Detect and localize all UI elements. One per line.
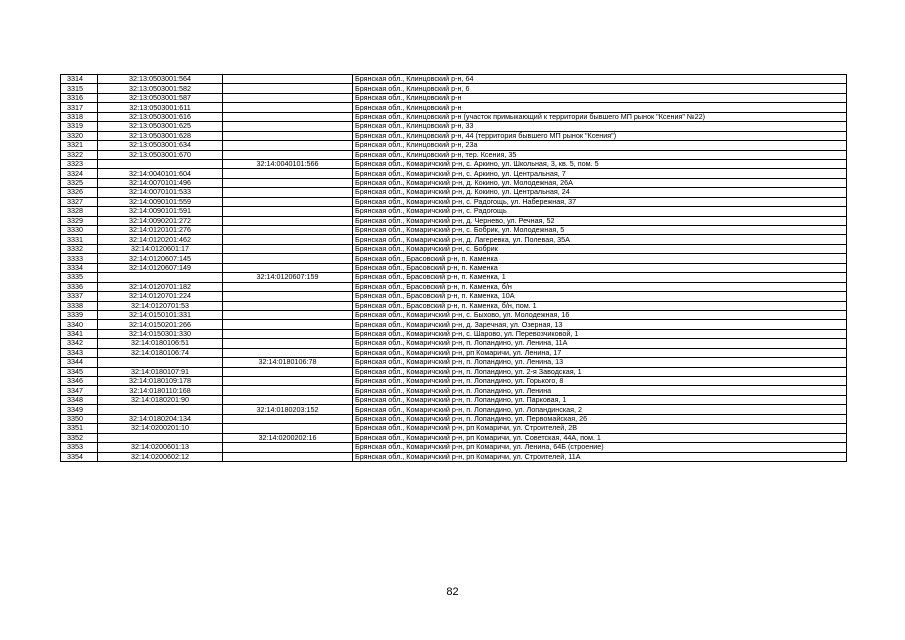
building-cadastral-number-cell	[223, 235, 353, 244]
cadastral-number-cell: 32:14:0180201:90	[98, 395, 223, 404]
cadastral-number-cell: 32:14:0180204:134	[98, 414, 223, 423]
address-cell: Брянская обл., Комаричский р-н, п. Лопандино, ул. Ленина, 11А	[353, 339, 847, 348]
row-number-cell: 3316	[61, 93, 98, 102]
address-cell: Брянская обл., Комаричский р-н, рп Комаричи, ул. Ленина, 17	[353, 348, 847, 357]
building-cadastral-number-cell	[223, 178, 353, 187]
address-cell: Брянская обл., Комаричский р-н, рп Комаричи, ул. Строителей, 2В	[353, 424, 847, 433]
cadastral-number-cell: 32:14:0120607:149	[98, 263, 223, 272]
row-number-cell: 3324	[61, 169, 98, 178]
table-row	[61, 405, 847, 414]
row-number-cell: 3350	[61, 414, 98, 423]
building-cadastral-number-cell	[223, 452, 353, 461]
address-cell: Брянская обл., Комаричский р-н, п. Лопандино, ул. Парковая, 1	[353, 395, 847, 404]
building-cadastral-number-cell	[223, 424, 353, 433]
building-cadastral-number-cell	[223, 282, 353, 291]
row-number-cell: 3336	[61, 282, 98, 291]
row-number-cell: 3341	[61, 329, 98, 338]
table-row	[61, 131, 847, 140]
table-row	[61, 226, 847, 235]
address-cell: Брянская обл., Комаричский р-н, п. Лопандино, ул. Ленина, 13	[353, 358, 847, 367]
table-row	[61, 310, 847, 319]
row-number-cell: 3331	[61, 235, 98, 244]
row-number-cell: 3353	[61, 443, 98, 452]
building-cadastral-number-cell	[223, 197, 353, 206]
table-row	[61, 112, 847, 121]
row-number-cell: 3343	[61, 348, 98, 357]
building-cadastral-number-cell	[223, 226, 353, 235]
table-row	[61, 93, 847, 102]
table-row	[61, 367, 847, 376]
row-number-cell: 3320	[61, 131, 98, 140]
table-row	[61, 301, 847, 310]
row-number-cell: 3314	[61, 75, 98, 84]
building-cadastral-number-cell	[223, 395, 353, 404]
table-row	[61, 178, 847, 187]
cadastral-number-cell: 32:14:0180106:51	[98, 339, 223, 348]
building-cadastral-number-cell	[223, 84, 353, 93]
building-cadastral-number-cell	[223, 112, 353, 121]
row-number-cell: 3352	[61, 433, 98, 442]
cadastral-number-cell	[98, 358, 223, 367]
address-cell: Брянская обл., Комаричский р-н, д. Лагеревка, ул. Полевая, 35А	[353, 235, 847, 244]
row-number-cell: 3322	[61, 150, 98, 159]
cadastral-number-cell: 32:13:0503001:616	[98, 112, 223, 121]
cadastral-number-cell: 32:13:0503001:587	[98, 93, 223, 102]
address-cell: Брянская обл., Брасовский р-н, п. Каменка, б/н	[353, 282, 847, 291]
row-number-cell: 3334	[61, 263, 98, 272]
row-number-cell: 3327	[61, 197, 98, 206]
address-cell: Брянская обл., Комаричский р-н, д. Черневo, ул. Речная, 52	[353, 216, 847, 225]
row-number-cell: 3342	[61, 339, 98, 348]
building-cadastral-number-cell	[223, 377, 353, 386]
address-cell: Брянская обл., Клинцовский р-н, 6	[353, 84, 847, 93]
cadastral-number-cell: 32:14:0120607:145	[98, 254, 223, 263]
building-cadastral-number-cell	[223, 169, 353, 178]
registry-table	[60, 74, 847, 462]
address-cell: Брянская обл., Комаричский р-н, с. Аркино, ул. Центральная, 7	[353, 169, 847, 178]
address-cell: Брянская обл., Клинцовский р-н	[353, 93, 847, 102]
building-cadastral-number-cell: 32:14:0180106:78	[223, 358, 353, 367]
row-number-cell: 3318	[61, 112, 98, 121]
row-number-cell: 3329	[61, 216, 98, 225]
cadastral-number-cell: 32:14:0040101:604	[98, 169, 223, 178]
building-cadastral-number-cell	[223, 122, 353, 131]
row-number-cell: 3323	[61, 159, 98, 168]
address-cell: Брянская обл., Комаричский р-н, с. Быхово, ул. Молодежная, 16	[353, 310, 847, 319]
address-cell: Брянская обл., Комаричский р-н, д. Заречная, ул. Озерная, 13	[353, 320, 847, 329]
table-row	[61, 150, 847, 159]
address-cell: Брянская обл., Комаричский р-н, д. Кокино, ул. Центральная, 24	[353, 188, 847, 197]
address-cell: Брянская обл., Комаричский р-н, с. Бобрик, ул. Молодежная, 5	[353, 226, 847, 235]
table-row	[61, 244, 847, 253]
table-row	[61, 273, 847, 282]
cadastral-number-cell	[98, 405, 223, 414]
table-row	[61, 292, 847, 301]
building-cadastral-number-cell	[223, 301, 353, 310]
address-cell: Брянская обл., Комаричский р-н, с. Бобрик	[353, 244, 847, 253]
table-row	[61, 207, 847, 216]
address-cell: Брянская обл., Брасовский р-н, п. Каменка	[353, 254, 847, 263]
row-number-cell: 3317	[61, 103, 98, 112]
building-cadastral-number-cell	[223, 367, 353, 376]
table-row	[61, 141, 847, 150]
table-row	[61, 282, 847, 291]
building-cadastral-number-cell	[223, 75, 353, 84]
cadastral-number-cell: 32:14:0180110:168	[98, 386, 223, 395]
address-cell: Брянская обл., Комаричский р-н, п. Лопандино, ул. Лопандинская, 2	[353, 405, 847, 414]
building-cadastral-number-cell	[223, 141, 353, 150]
building-cadastral-number-cell	[223, 348, 353, 357]
table-row	[61, 424, 847, 433]
building-cadastral-number-cell: 32:14:0120607:159	[223, 273, 353, 282]
building-cadastral-number-cell	[223, 443, 353, 452]
cadastral-number-cell: 32:14:0200601:13	[98, 443, 223, 452]
cadastral-number-cell: 32:14:0120101:276	[98, 226, 223, 235]
table-row	[61, 339, 847, 348]
row-number-cell: 3348	[61, 395, 98, 404]
row-number-cell: 3351	[61, 424, 98, 433]
building-cadastral-number-cell	[223, 339, 353, 348]
building-cadastral-number-cell: 32:14:0200202:16	[223, 433, 353, 442]
building-cadastral-number-cell: 32:14:0040101:566	[223, 159, 353, 168]
building-cadastral-number-cell	[223, 150, 353, 159]
address-cell: Брянская обл., Комаричский р-н, п. Лопандино, ул. Первомайская, 26	[353, 414, 847, 423]
address-cell: Брянская обл., Клинцовский р-н, тер. Ксения, 35	[353, 150, 847, 159]
cadastral-number-cell: 32:14:0120201:462	[98, 235, 223, 244]
table-row	[61, 159, 847, 168]
row-number-cell: 3346	[61, 377, 98, 386]
address-cell: Брянская обл., Клинцовский р-н (участок примыкающий к территории бывшего МП рынок "Ксения" №22)	[353, 112, 847, 121]
address-cell: Брянская обл., Комаричский р-н, рп Комаричи, ул. Ленина, 64Б (строение)	[353, 443, 847, 452]
building-cadastral-number-cell	[223, 292, 353, 301]
address-cell: Брянская обл., Комаричский р-н, с. Аркино, ул. Школьная, 3, кв. 5, пом. 5	[353, 159, 847, 168]
building-cadastral-number-cell	[223, 263, 353, 272]
row-number-cell: 3319	[61, 122, 98, 131]
table-row	[61, 235, 847, 244]
cadastral-number-cell: 32:13:0503001:564	[98, 75, 223, 84]
address-cell: Брянская обл., Комаричский р-н, п. Лопандино, ул. Горького, 8	[353, 377, 847, 386]
cadastral-number-cell: 32:14:0150201:266	[98, 320, 223, 329]
building-cadastral-number-cell	[223, 320, 353, 329]
table-row	[61, 197, 847, 206]
address-cell: Брянская обл., Комаричский р-н, рп Комаричи, ул. Строителей, 11А	[353, 452, 847, 461]
table-row	[61, 452, 847, 461]
building-cadastral-number-cell	[223, 386, 353, 395]
cadastral-number-cell: 32:14:0070101:496	[98, 178, 223, 187]
cadastral-number-cell: 32:14:0120701:182	[98, 282, 223, 291]
table-row	[61, 216, 847, 225]
address-cell: Брянская обл., Брасовский р-н, п. Каменка	[353, 263, 847, 272]
cadastral-number-cell	[98, 433, 223, 442]
building-cadastral-number-cell: 32:14:0180203:152	[223, 405, 353, 414]
address-cell: Брянская обл., Комаричский р-н, д. Кокино, ул. Молодежная, 26А	[353, 178, 847, 187]
cadastral-number-cell: 32:14:0090101:559	[98, 197, 223, 206]
cadastral-number-cell: 32:14:0150101:331	[98, 310, 223, 319]
table-row	[61, 348, 847, 357]
row-number-cell: 3338	[61, 301, 98, 310]
building-cadastral-number-cell	[223, 254, 353, 263]
cadastral-number-cell: 32:14:0200201:10	[98, 424, 223, 433]
table-row	[61, 329, 847, 338]
cadastral-number-cell: 32:14:0180106:74	[98, 348, 223, 357]
table-row	[61, 433, 847, 442]
row-number-cell: 3333	[61, 254, 98, 263]
address-cell: Брянская обл., Клинцовский р-н, 64	[353, 75, 847, 84]
address-cell: Брянская обл., Комаричский р-н, с. Шарово, ул. Перевозчиковой, 1	[353, 329, 847, 338]
row-number-cell: 3315	[61, 84, 98, 93]
cadastral-number-cell: 32:14:0150301:330	[98, 329, 223, 338]
building-cadastral-number-cell	[223, 244, 353, 253]
address-cell: Брянская обл., Комаричский р-н, с. Радогощь	[353, 207, 847, 216]
row-number-cell: 3347	[61, 386, 98, 395]
row-number-cell: 3344	[61, 358, 98, 367]
page-number: 82	[446, 586, 459, 598]
cadastral-number-cell: 32:14:0120601:17	[98, 244, 223, 253]
row-number-cell: 3337	[61, 292, 98, 301]
cadastral-number-cell: 32:13:0503001:625	[98, 122, 223, 131]
cadastral-number-cell: 32:14:0180109:178	[98, 377, 223, 386]
building-cadastral-number-cell	[223, 188, 353, 197]
table-row	[61, 254, 847, 263]
building-cadastral-number-cell	[223, 131, 353, 140]
row-number-cell: 3321	[61, 141, 98, 150]
address-cell: Брянская обл., Клинцовский р-н, 44 (территория бывшего МП рынок "Ксения")	[353, 131, 847, 140]
row-number-cell: 3345	[61, 367, 98, 376]
cadastral-number-cell: 32:14:0120701:53	[98, 301, 223, 310]
cadastral-number-cell: 32:14:0180107:91	[98, 367, 223, 376]
row-number-cell: 3335	[61, 273, 98, 282]
cadastral-number-cell: 32:14:0200602:12	[98, 452, 223, 461]
table-row	[61, 84, 847, 93]
cadastral-number-cell: 32:14:0070101:533	[98, 188, 223, 197]
address-cell: Брянская обл., Клинцовский р-н	[353, 103, 847, 112]
cadastral-number-cell: 32:13:0503001:582	[98, 84, 223, 93]
address-cell: Брянская обл., Брасовский р-н, п. Каменка, 10А	[353, 292, 847, 301]
table-row	[61, 188, 847, 197]
table-row	[61, 75, 847, 84]
address-cell: Брянская обл., Брасовский р-н, п. Каменка, б/н, пом. 1	[353, 301, 847, 310]
address-cell: Брянская обл., Комаричский р-н, п. Лопандино, ул. Ленина	[353, 386, 847, 395]
row-number-cell: 3330	[61, 226, 98, 235]
address-cell: Брянская обл., Комаричский р-н, рп Комаричи, ул. Советская, 44А, пом. 1	[353, 433, 847, 442]
cadastral-number-cell: 32:13:0503001:634	[98, 141, 223, 150]
row-number-cell: 3339	[61, 310, 98, 319]
address-cell: Брянская обл., Комаричский р-н, п. Лопандино, ул. 2-я Заводская, 1	[353, 367, 847, 376]
building-cadastral-number-cell	[223, 93, 353, 102]
cadastral-number-cell: 32:14:0090101:591	[98, 207, 223, 216]
building-cadastral-number-cell	[223, 414, 353, 423]
table-row	[61, 414, 847, 423]
table-row	[61, 263, 847, 272]
address-cell: Брянская обл., Брасовский р-н, п. Каменка, 1	[353, 273, 847, 282]
row-number-cell: 3328	[61, 207, 98, 216]
cadastral-number-cell: 32:13:0503001:628	[98, 131, 223, 140]
building-cadastral-number-cell	[223, 216, 353, 225]
address-cell: Брянская обл., Клинцовский р-н, 33	[353, 122, 847, 131]
building-cadastral-number-cell	[223, 329, 353, 338]
table-row	[61, 320, 847, 329]
table-row	[61, 122, 847, 131]
cadastral-number-cell: 32:14:0120701:224	[98, 292, 223, 301]
row-number-cell: 3349	[61, 405, 98, 414]
cadastral-number-cell: 32:13:0503001:611	[98, 103, 223, 112]
table-row	[61, 386, 847, 395]
cadastral-number-cell: 32:14:0090201:272	[98, 216, 223, 225]
building-cadastral-number-cell	[223, 103, 353, 112]
address-cell: Брянская обл., Комаричский р-н, с. Радогощь, ул. Набережная, 37	[353, 197, 847, 206]
row-number-cell: 3332	[61, 244, 98, 253]
table-row	[61, 169, 847, 178]
cadastral-number-cell: 32:13:0503001:670	[98, 150, 223, 159]
cadastral-number-cell	[98, 273, 223, 282]
table-row	[61, 358, 847, 367]
table-row	[61, 443, 847, 452]
table-row	[61, 395, 847, 404]
row-number-cell: 3326	[61, 188, 98, 197]
table-row	[61, 377, 847, 386]
address-cell: Брянская обл., Клинцовский р-н, 23а	[353, 141, 847, 150]
row-number-cell: 3354	[61, 452, 98, 461]
building-cadastral-number-cell	[223, 310, 353, 319]
table-row	[61, 103, 847, 112]
cadastral-number-cell	[98, 159, 223, 168]
registry-table-body	[61, 75, 847, 462]
row-number-cell: 3325	[61, 178, 98, 187]
building-cadastral-number-cell	[223, 207, 353, 216]
row-number-cell: 3340	[61, 320, 98, 329]
